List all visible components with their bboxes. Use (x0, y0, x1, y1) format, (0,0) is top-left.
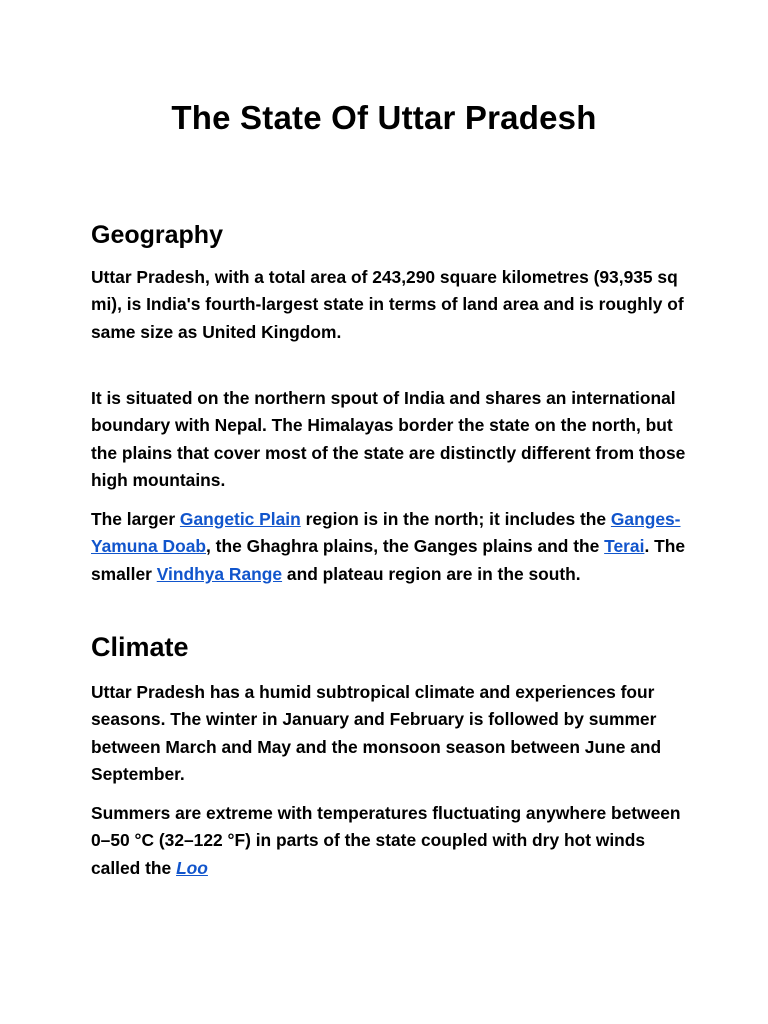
text-segment: Summers are extreme with temperatures fluctuating anywhere between 0–50 °C (32–122 °F) in parts of the state coupled with dry hot winds called the (91, 803, 681, 878)
geography-paragraph-3 (91, 506, 691, 588)
link-gangetic-plain[interactable]: Gangetic Plain (179, 509, 301, 529)
text-segment: The larger (91, 509, 180, 529)
section-heading-geography: Geography (91, 221, 223, 249)
link-loo[interactable]: Loo (176, 857, 208, 878)
section-heading-climate: Climate (91, 632, 189, 662)
link-vindhya-range[interactable]: Vindhya Range (156, 563, 283, 584)
geography-paragraph-2: It is situated on the northern spout of India and shares an international boundary with Nepal. The Himalayas border the state on the north, but the plains that cover most of the state are distinctly different from those high mountains. (91, 388, 686, 490)
climate-paragraph-2 (91, 800, 691, 882)
climate-paragraph-1: Uttar Pradesh has a humid subtropical climate and experiences four seasons. The winter in January and February is followed by summer between March and May and the monsoon season between June and September. (91, 682, 662, 784)
text-segment: , the Ghaghra plains, the Ganges plains and the (206, 536, 605, 557)
text-segment: region is in the north; it includes the (300, 509, 611, 529)
page-title: The State Of Uttar Pradesh (171, 99, 597, 136)
text-segment: . The smaller (91, 536, 686, 584)
link-ganges-yamuna-doab[interactable]: Ganges-Yamuna Doab (91, 509, 681, 557)
geography-paragraph-1: Uttar Pradesh, with a total area of 243,290 square kilometres (93,935 sq mi), is India's fourth-largest state in terms of land area and is roughly of same size as United Kingdom. (91, 267, 684, 342)
text-segment: and plateau region are in the south. (282, 563, 581, 584)
link-terai[interactable]: Terai (604, 536, 645, 557)
